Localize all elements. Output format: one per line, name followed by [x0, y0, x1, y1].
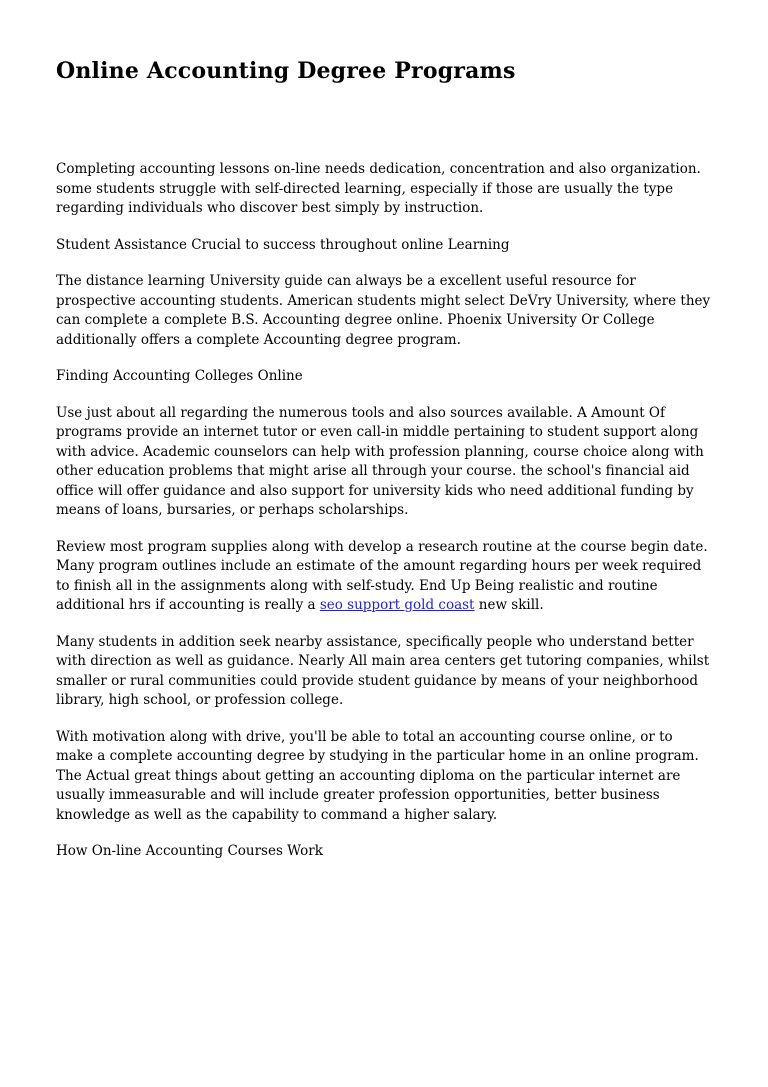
- paragraph-intro: Completing accounting lessons on-line needs dedication, concentration and also organization. some students struggle with self-directed learning, especially if those are usually the type regarding individuals who discover best simply by instruction.: [56, 161, 701, 216]
- page-title: Online Accounting Degree Programs: [56, 58, 516, 84]
- paragraph-motivation: With motivation along with drive, you'll be able to total an accounting course online, or to make a complete accounting degree by studying in the particular home in an online program. The Actual great things about getting an accounting diploma on the particular internet are usually immeasurable and will include greater profession opportunities, better business knowledge as well as the capability to command a higher salary.: [56, 728, 699, 823]
- heading-finding-colleges: Finding Accounting Colleges Online: [56, 368, 303, 384]
- heading-student-assistance: Student Assistance Crucial to success throughout online Learning: [56, 236, 510, 253]
- paragraph-tools: Use just about all regarding the numerous tools and also sources available. A Amount Of programs provide an internet tutor or even call-in middle pertaining to student support along with advice. Academic counselors can help with profession planning, course choice along with other education problems that might arise all through your course. the school's financial aid office will offer guidance and also support for university kids who need additional funding by means of loans, bursaries, or perhaps scholarships.: [56, 404, 704, 518]
- paragraph-review: [56, 538, 712, 616]
- heading-how-courses-work: How On-line Accounting Courses Work: [56, 843, 323, 859]
- seo-support-gold-coast-link[interactable]: seo support gold coast: [319, 597, 475, 613]
- paragraph-distance-learning: The distance learning University guide can always be a excellent useful resource for prospective accounting students. American students might select DeVry University, where they can complete a complete B.S. Accounting degree online. Phoenix University Or College additionally offers a complete Accounting degree program.: [56, 273, 711, 348]
- article-body: [56, 160, 712, 862]
- paragraph-review-text-before: Review most program supplies along with develop a research routine at the course begin date. Many program outlines include an estimate of the amount regarding hours per week required to finish all in the assignments along with self-study. End Up Being realistic and routine additional hrs if accounting is really a: [56, 538, 708, 613]
- paragraph-local-assistance: Many students in addition seek nearby assistance, specifically people who understand better with direction as well as guidance. Nearly All main area centers get tutoring companies, whilst smaller or rural communities could provide student guidance by means of your neighborhood library, high school, or profession college.: [56, 633, 710, 708]
- paragraph-review-text-after: new skill.: [474, 597, 544, 613]
